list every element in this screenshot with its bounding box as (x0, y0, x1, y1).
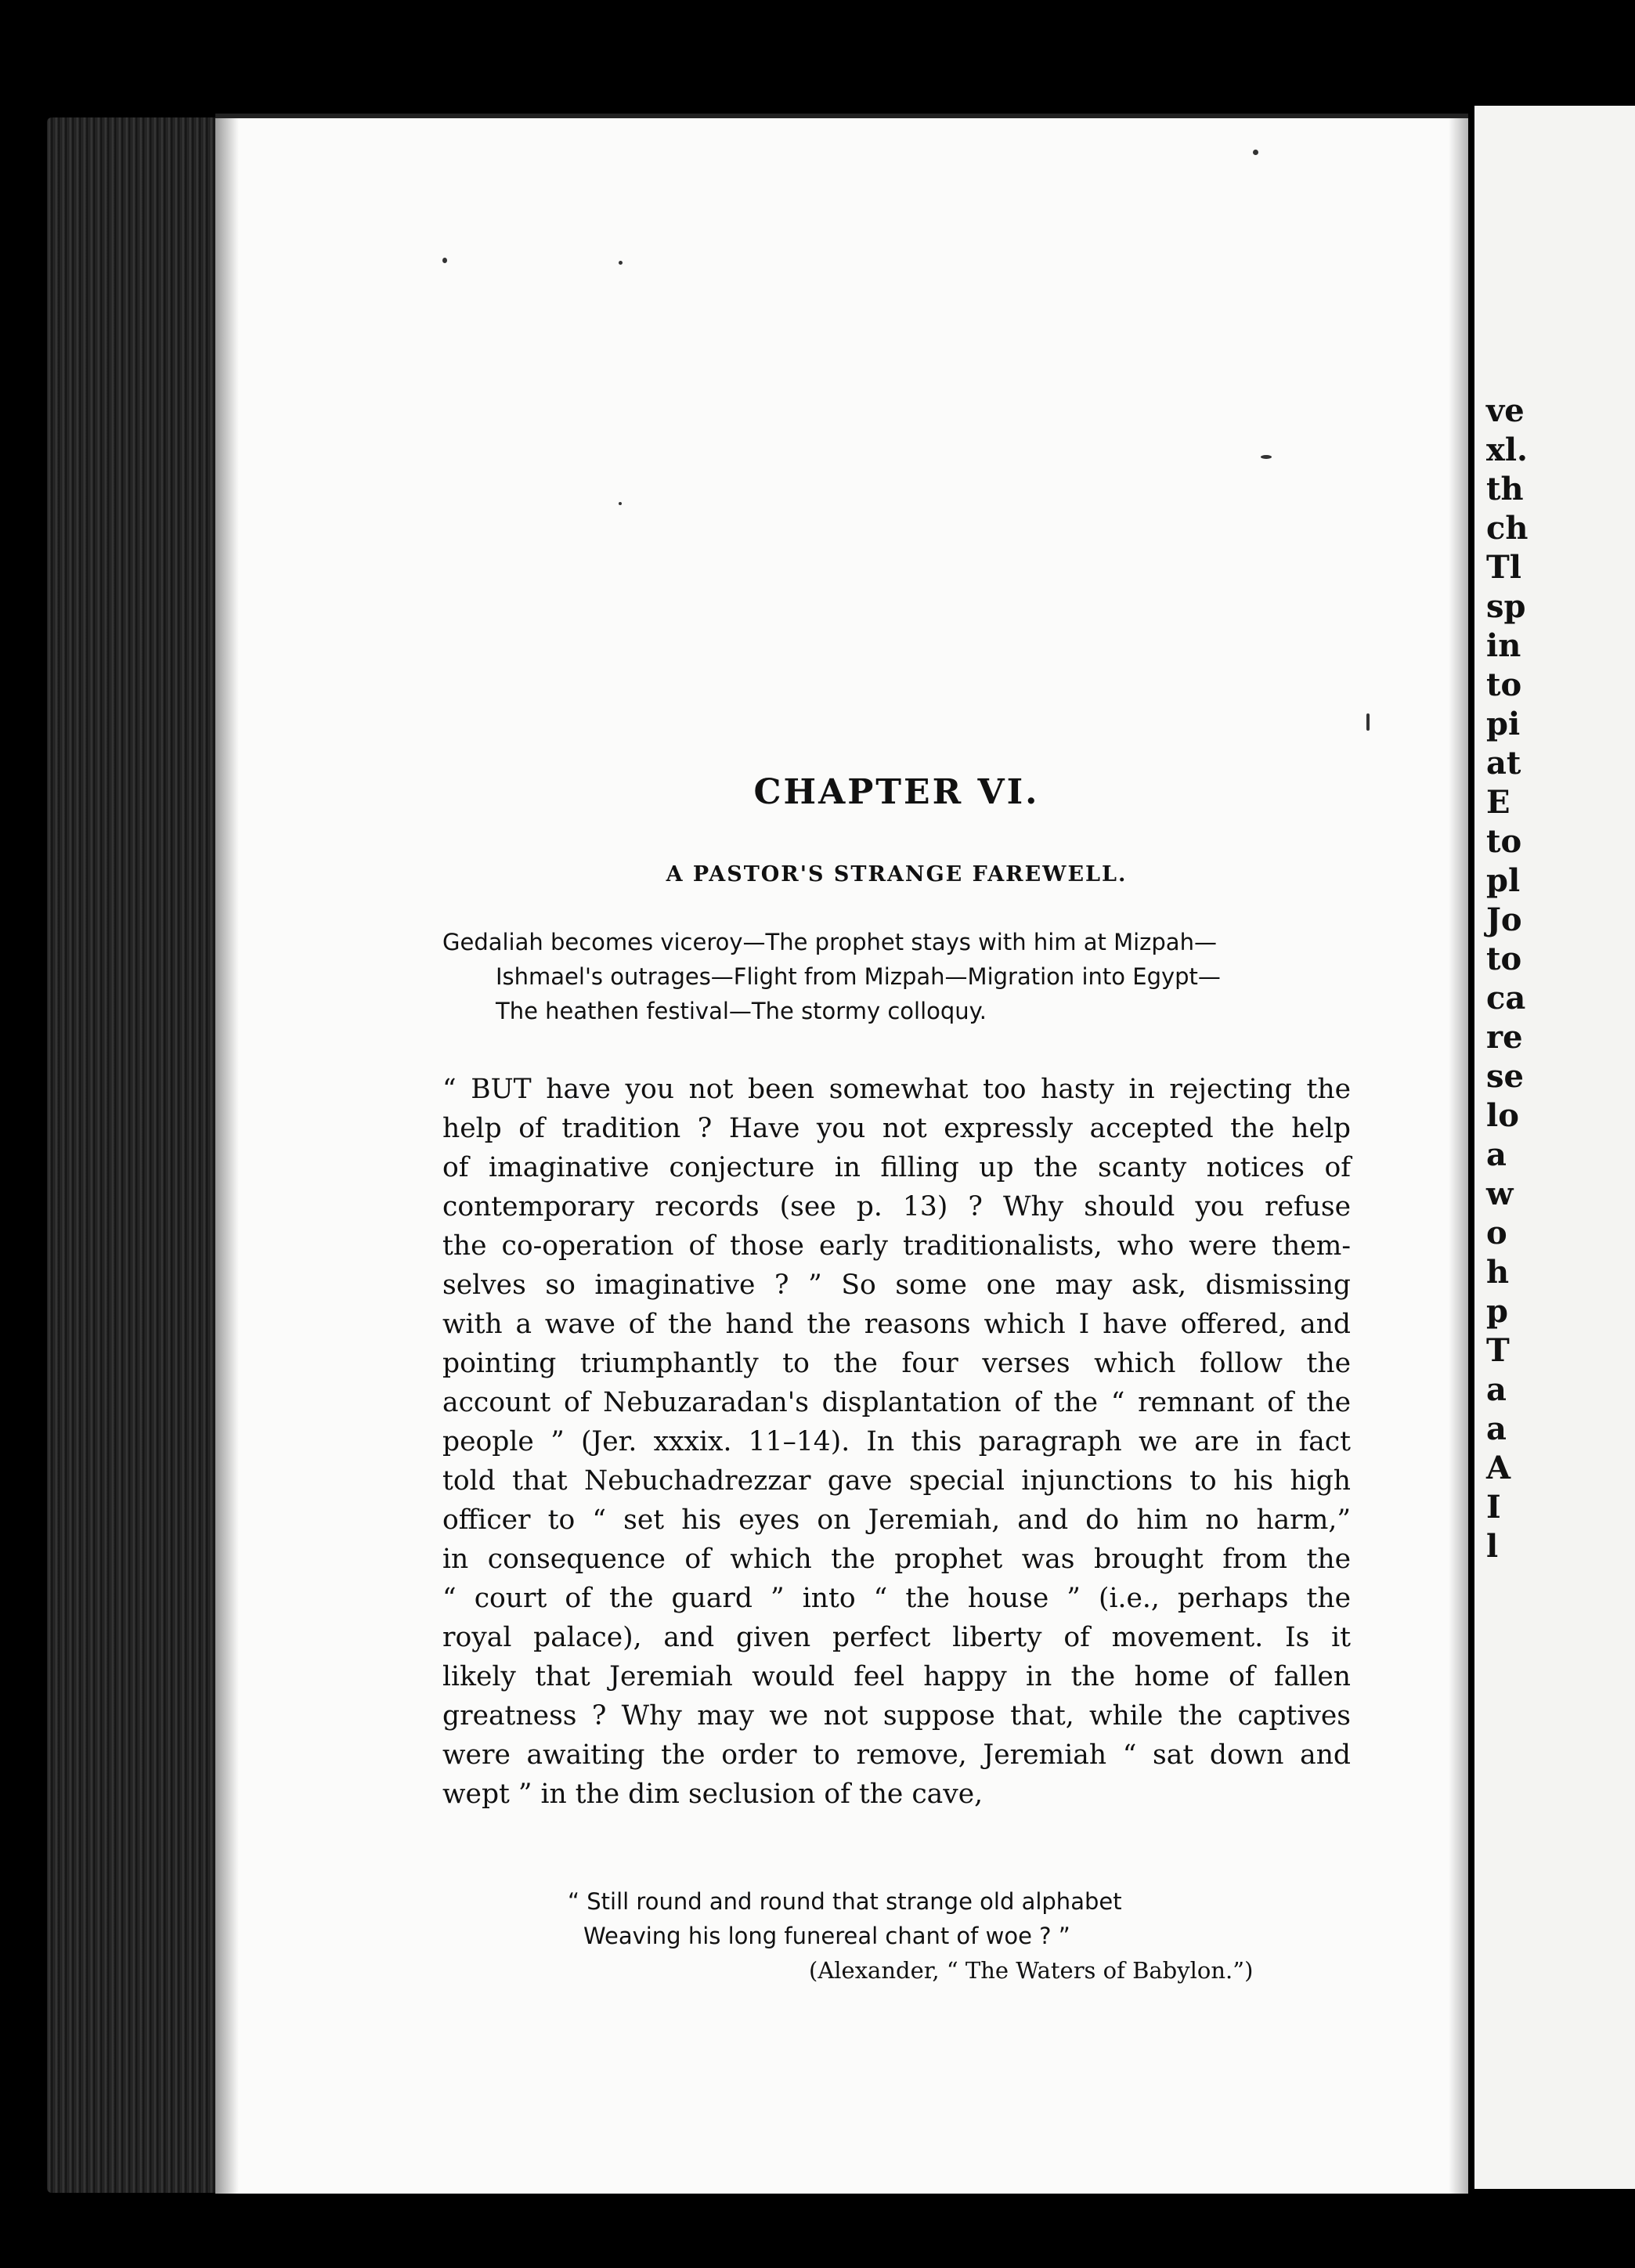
facing-page-fragment: T (1486, 1332, 1510, 1369)
facing-page-fragment: E (1486, 784, 1510, 821)
chapter-title: CHAPTER VI. (753, 772, 1040, 812)
body-line: “ court of the guard ” into “ the house ” (i.e., perhaps the (442, 1583, 1351, 1614)
facing-page-fragment: th (1486, 471, 1524, 507)
page-stack-edge (47, 117, 219, 2193)
facing-page-fragment: sp (1486, 588, 1526, 625)
facing-page-fragment: pi (1486, 706, 1521, 742)
facing-page-fragment: w (1486, 1176, 1514, 1212)
scan-speck (1253, 150, 1258, 155)
facing-page-fragment: Jo (1486, 901, 1522, 938)
chapter-synopsis (442, 925, 1351, 1028)
facing-page-fragment: se (1486, 1058, 1524, 1095)
facing-page-fragment: a (1486, 1410, 1507, 1447)
scan-speck (1261, 455, 1272, 459)
verse-attribution: (Alexander, “ The Waters of Babylon.”) (809, 1957, 1254, 1984)
body-line: “ BUT have you not been somewhat too hasty in rejecting the (442, 1074, 1351, 1105)
body-line: officer to “ set his eyes on Jeremiah, and do him no harm,” (442, 1504, 1351, 1536)
facing-page-fragment: to (1486, 823, 1522, 860)
verse-quotation (568, 1884, 1351, 1988)
body-line: wept ” in the dim seclusion of the cave, (442, 1779, 984, 1810)
facing-page-fragment: ca (1486, 980, 1526, 1017)
body-line: told that Nebuchadrezzar gave special injunctions to his high (442, 1465, 1351, 1497)
facing-page-fragment: l (1486, 1528, 1499, 1565)
body-line: help of tradition ? Have you not expressly accepted the help (442, 1113, 1351, 1144)
facing-page-fragment: to (1486, 666, 1522, 703)
body-line: were awaiting the order to remove, Jeremiah “ sat down and (442, 1739, 1351, 1771)
facing-page-fragment: lo (1486, 1097, 1519, 1134)
facing-page-fragment: Tl (1486, 549, 1521, 586)
synopsis-line: Ishmael's outrages—Flight from Mizpah—Migration into Egypt— (496, 963, 1221, 990)
synopsis-line: Gedaliah becomes viceroy—The prophet stays with him at Mizpah— (442, 929, 1217, 955)
verse-line: Weaving his long funereal chant of woe ? ” (583, 1923, 1070, 1949)
scan-speck (619, 502, 622, 505)
body-line: people ” (Jer. xxxix. 11–14). In this paragraph we are in fact (442, 1426, 1351, 1457)
scan-speck (619, 261, 623, 265)
facing-page-fragment: pl (1486, 862, 1521, 899)
body-line: in consequence of which the prophet was brought from the (442, 1544, 1351, 1575)
facing-page-fragment: re (1486, 1019, 1523, 1056)
body-line: royal palace), and given perfect liberty of movement. Is it (442, 1622, 1351, 1653)
body-line: of imaginative conjecture in filling up the scanty notices of (442, 1152, 1351, 1183)
body-line: account of Nebuzaradan's displantation of the “ remnant of the (442, 1387, 1351, 1418)
facing-page-fragment: A (1486, 1450, 1511, 1486)
body-line: with a wave of the hand the reasons which I have offered, and (442, 1309, 1351, 1340)
book-page (215, 114, 1468, 2194)
facing-page-fragment: h (1486, 1254, 1510, 1291)
body-line: the co-operation of those early traditionalists, who were them- (442, 1230, 1351, 1262)
facing-page-fragment: xl. (1486, 432, 1528, 468)
facing-page-fragment: p (1486, 1293, 1508, 1330)
chapter-subtitle: A PASTOR'S STRANGE FAREWELL. (666, 862, 1128, 887)
facing-page-fragment: o (1486, 1215, 1507, 1251)
body-paragraph (442, 1070, 1351, 1814)
synopsis-line: The heathen festival—The stormy colloquy. (496, 998, 987, 1024)
facing-page-fragment: a (1486, 1136, 1507, 1173)
body-line: contemporary records (see p. 13) ? Why should you refuse (442, 1191, 1351, 1222)
facing-page-fragment: to (1486, 941, 1522, 977)
facing-page-fragment: a (1486, 1371, 1507, 1408)
page-edge-shadow (1449, 118, 1468, 2194)
facing-page-fragment: ve (1486, 392, 1525, 429)
verse-line: “ Still round and round that strange old alphabet (568, 1888, 1122, 1915)
body-line: selves so imaginative ? ” So some one may ask, dismissing (442, 1269, 1351, 1301)
body-line: likely that Jeremiah would feel happy in the home of fallen (442, 1661, 1351, 1692)
body-line: greatness ? Why may we not suppose that, while the captives (442, 1700, 1351, 1732)
facing-page (1468, 106, 1635, 2189)
facing-page-fragment: I (1486, 1489, 1501, 1526)
facing-page-fragment: in (1486, 627, 1521, 664)
gutter-shadow (215, 118, 239, 2194)
scan-speck (1366, 713, 1370, 731)
scan-speck (442, 258, 447, 263)
body-line: pointing triumphantly to the four verses which follow the (442, 1348, 1351, 1379)
facing-page-fragment: at (1486, 745, 1521, 782)
facing-page-fragment: ch (1486, 510, 1529, 547)
